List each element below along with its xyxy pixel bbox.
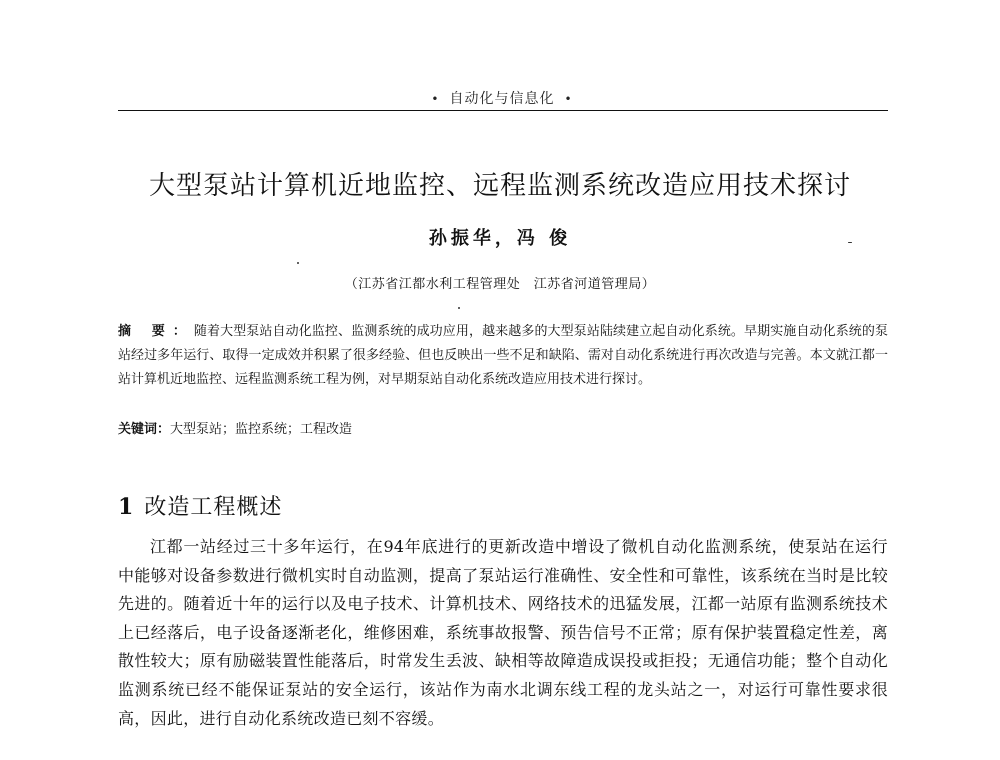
running-header-title: 自动化与信息化 [449,91,555,107]
header-rule [118,110,888,111]
section-number: 1 [118,494,135,520]
scan-speck [848,242,852,243]
abstract-text: 随着大型泵站自动化监控、监测系统的成功应用，越来越多的大型泵站陆续建立起自动化系统。早期实施自动化系统的泵站经过多年运行、取得一定成效并积累了很多经验、但也反映出一些不足和缺陷、需对自动化系统进行再次改造与完善。本文就江都一站计算机近地监控、远程监测系统工程为例，对早期泵站自动化系统改造应用技术进行探讨。 [118,324,888,387]
running-header [118,88,886,108]
header-bullet-right: • [564,92,573,106]
header-bullet-left: • [431,92,440,106]
section-paragraph: 江都一站经过三十多年运行，在94年底进行的更新改造中增设了微机自动化监测系统，使泵站在运行中能够对设备参数进行微机实时自动监测，提高了泵站运行准确性、安全性和可靠性，该系统在当时是比较先进的。随着近十年的运行以及电子技术、计算机技术、网络技术的迅猛发展，江都一站原有监测系统技术上已经落后，电子设备逐渐老化，维修困难，系统事故报警、预告信号不正常；原有保护装置稳定性差，离散性较大；原有励磁装置性能落后，时常发生丢波、缺相等故障造成误投或拒投；无通信功能；整个自动化监测系统已经不能保证泵站的安全运行，该站作为南水北调东线工程的龙头站之一，对运行可靠性要求很高，因此，进行自动化系统改造已刻不容缓。 [118,537,888,728]
keywords-text: 大型泵站；监控系统；工程改造 [170,422,353,437]
article-affiliation: （江苏省江都水利工程管理处 江苏省河道管理局） [344,277,656,292]
scan-speck [458,307,460,309]
keywords [118,418,888,442]
abstract [118,320,888,392]
abstract-label: 摘 要： [118,324,194,339]
article-title: 大型泵站计算机近地监控、远程监测系统改造应用技术探讨 [148,171,851,201]
article-authors: 孙振华，冯 俊 [428,228,572,249]
section-title: 改造工程概述 [144,495,283,520]
scan-speck [297,262,299,264]
section-heading [118,490,282,521]
keywords-label: 关键词： [118,422,171,437]
